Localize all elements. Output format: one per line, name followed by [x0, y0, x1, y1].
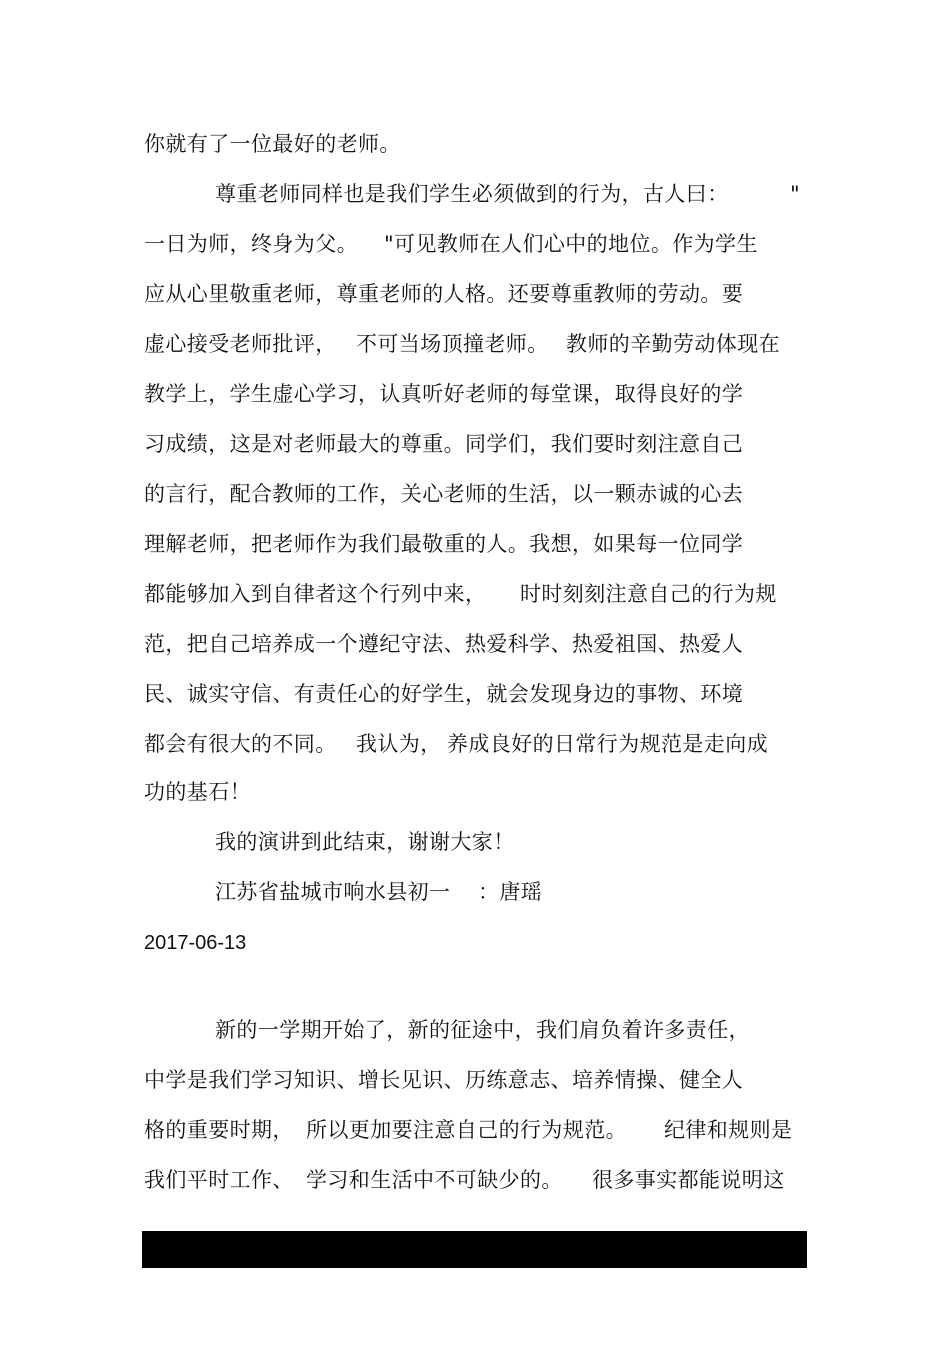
- text-line: 的言行，配合教师的工作，关心老师的生活，以一颗赤诚的心去: [144, 482, 744, 506]
- text-line: 你就有了一位最好的老师。: [144, 132, 401, 156]
- text-line: 所以更加要注意自己的行为规范。: [306, 1118, 627, 1142]
- text-line: 我认为，: [356, 732, 442, 756]
- text-line: 新的一学期开始了，新的征途中，我们肩负着许多责任，: [215, 1018, 750, 1042]
- text-line: ": [790, 182, 801, 206]
- text-line: 中学是我们学习知识、增长见识、历练意志、培养情操、健全人: [144, 1068, 744, 1092]
- text-line: 习成绩，这是对老师最大的尊重。同学们，我们要时刻注意自己: [144, 432, 744, 456]
- text-line: 功的基石！: [144, 780, 251, 804]
- text-line: 我们平时工作、: [144, 1168, 294, 1192]
- text-line: 纪律和规则是: [664, 1118, 793, 1142]
- text-line: 养成良好的日常行为规范是走向成: [447, 732, 768, 756]
- text-line: 很多事实都能说明这: [592, 1168, 785, 1192]
- date-line: 2017-06-13: [144, 932, 247, 954]
- text-line: 一日为师，终身为父。: [144, 232, 358, 256]
- text-line: ：唐瑶: [478, 880, 543, 904]
- text-line: 虚心接受老师批评，: [144, 332, 337, 356]
- text-line: 都能够加入到自律者这个行列中来，: [144, 582, 487, 606]
- text-line: 教师的辛勤劳动体现在: [566, 332, 780, 356]
- text-line: 教学上，学生虚心学习，认真听好老师的每堂课，取得良好的学: [144, 382, 744, 406]
- text-line: 范，把自己培养成一个遵纪守法、热爱科学、热爱祖国、热爱人: [144, 632, 744, 656]
- text-line: 时时刻刻注意自己的行为规: [520, 582, 777, 606]
- text-line: 尊重老师同样也是我们学生必须做到的行为，古人曰：: [215, 182, 729, 206]
- text-line: 格的重要时期，: [144, 1118, 294, 1142]
- text-line: 民、诚实守信、有责任心的好学生，就会发现身边的事物、环境: [144, 682, 744, 706]
- footer-black-bar: [142, 1231, 807, 1268]
- text-line: "可见教师在人们心中的地位。作为学生: [384, 232, 758, 256]
- text-line: 理解老师，把老师作为我们最敬重的人。我想，如果每一位同学: [144, 532, 744, 556]
- text-line: 学习和生活中不可缺少的。: [306, 1168, 563, 1192]
- text-line: 我的演讲到此结束，谢谢大家！: [215, 830, 515, 854]
- text-line: 江苏省盐城市响水县初一: [215, 880, 451, 904]
- text-line: 不可当场顶撞老师。: [356, 332, 549, 356]
- text-line: 应从心里敬重老师，尊重老师的人格。还要尊重教师的劳动。要: [144, 282, 744, 306]
- text-line: 都会有很大的不同。: [144, 732, 337, 756]
